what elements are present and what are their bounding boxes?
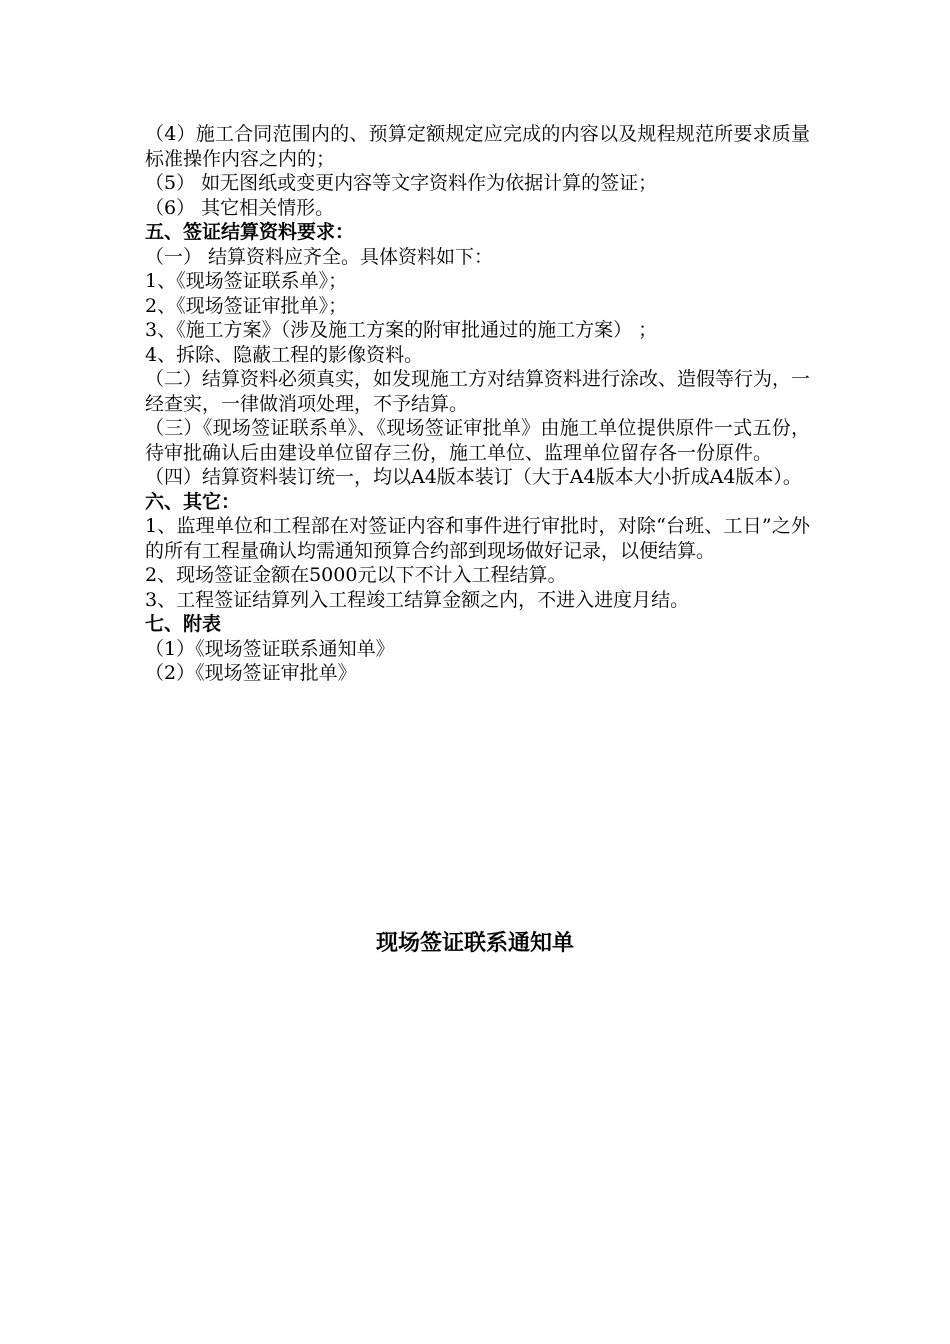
clause-4: （4）施工合同范围内的、预算定额规定应完成的内容以及规程规范所要求质量标准操作内容之内的； [145,123,810,170]
list-item-2: 2、《现场签证审批单》； [145,294,348,317]
other-item-3: 3、工程签证结算列入工程竣工结算金额之内，不进入进度月结。 [145,588,690,611]
form-title: 现场签证联系通知单 [375,930,574,956]
clause-5: （5） 如无图纸或变更内容等文字资料作为依据计算的签证； [145,172,658,194]
list-item-3: 3、《施工方案》（涉及施工方案的附审批通过的施工方案） ； [145,319,658,341]
list-item-4: 4、拆除、隐蔽工程的影像资料。 [145,343,424,366]
subsection-2: （二）结算资料必须真实，如发现施工方对结算资料进行涂改、造假等行为，一经查实，一律做消项处理，不予结算。 [145,368,811,415]
section-heading-7: 七、附表 [145,613,222,635]
appendix-item-1: （1）《现场签证联系通知单》 [145,637,395,660]
appendix-item-2: （2）《现场签证审批单》 [145,662,357,684]
document-body [145,122,810,686]
other-item-2: 2、现场签证金额在5000元以下不计入工程结算。 [145,564,567,586]
section-heading-6: 六、其它： [145,490,241,513]
subsection-4: （四）结算资料装订统一，均以A4版本装订（大于A4版本大小折成A4版本）。 [145,466,802,488]
section-heading-5: 五、签证结算资料要求： [145,221,355,243]
clause-6: （6） 其它相关情形。 [145,196,335,219]
subsection-1: （一） 结算资料应齐全。具体资料如下： [145,245,494,268]
subsection-3: （三）《现场签证联系单》、《现场签证审批单》由施工单位提供原件一式五份，待审批确认后由建设单位留存三份，施工单位、监理单位留存各一份原件。 [145,417,810,464]
other-item-1: 1、监理单位和工程部在对签证内容和事件进行审批时，对除“台班、工日”之外的所有工程量确认均需通知预算合约部到现场做好记录，以便结算。 [145,515,810,562]
list-item-1: 1、《现场签证联系单》； [145,270,348,292]
